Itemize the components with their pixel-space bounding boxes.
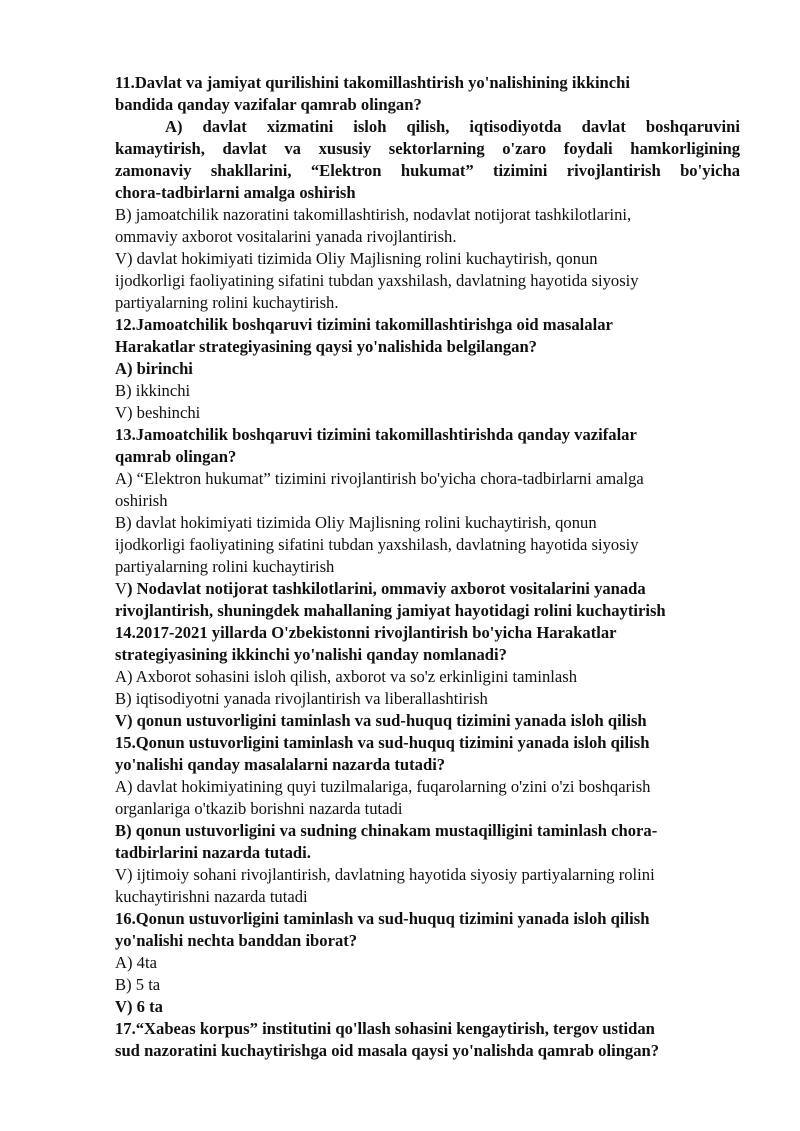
question-15-option-v (115, 864, 740, 908)
question-16-answer-v: V) 6 ta (115, 997, 163, 1016)
option-a-line-2: oshirish (115, 491, 168, 510)
answer-b-line-1: B) qonun ustuvorligini va sudning chinakam mustaqilligini taminlash chora- (115, 821, 658, 840)
question-11-title-line-1: 11.Davlat va jamiyat qurilishini takomillashtirish yo'nalishining ikkinchi (115, 73, 630, 92)
question-11 (115, 72, 740, 116)
question-15 (115, 732, 740, 776)
question-14-answer-v: V) qonun ustuvorligini taminlash va sud-huquq tizimini yanada isloh qilish (115, 711, 647, 730)
question-16-title-line-2: yo'nalishi nechta banddan iborat? (115, 931, 358, 950)
question-12-answer-a: A) birinchi (115, 359, 193, 378)
question-12-title-line-1: 12.Jamoatchilik boshqaruvi tizimini takomillashtirishga oid masalalar (115, 315, 613, 334)
question-16 (115, 908, 740, 952)
option-b-line-1: B) davlat hokimiyati tizimida Oliy Majlisning rolini kuchaytirish, qonun (115, 513, 597, 532)
question-12 (115, 314, 740, 358)
question-11-option-v (115, 248, 740, 314)
question-12-option-b: B) ikkinchi (115, 381, 191, 400)
question-17 (115, 1018, 740, 1062)
question-14-title-line-2: strategiyasining ikkinchi yo'nalishi qanday nomlanadi? (115, 645, 507, 664)
option-b-line-2: ijodkorligi faoliyatining sifatini tubdan yaxshilash, davlatning hayotida siyosiy (115, 535, 639, 554)
answer-a-line-2: kamaytirish, davlat va xususiy sektorlarning o'zaro foydali hamkorligining (115, 139, 740, 158)
question-13-option-a (115, 468, 740, 512)
option-v-line-1: V) davlat hokimiyati tizimida Oliy Majlisning rolini kuchaytirish, qonun (115, 249, 598, 268)
question-11-answer-a (115, 116, 740, 204)
answer-v-prefix: V (115, 579, 127, 598)
question-16-title-line-1: 16.Qonun ustuvorligini taminlash va sud-huquq tizimini yanada isloh qilish (115, 909, 650, 928)
option-b-line-2: ommaviy axborot vositalarini yanada rivojlantirish. (115, 227, 457, 246)
question-15-title-line-1: 15.Qonun ustuvorligini taminlash va sud-huquq tizimini yanada isloh qilish (115, 733, 650, 752)
answer-a-line-1: A) davlat xizmatini isloh qilish, iqtisodiyotda davlat boshqaruvini (165, 117, 740, 136)
question-14-option-a: A) Axborot sohasini isloh qilish, axborot va so'z erkinligini taminlash (115, 667, 578, 686)
option-a-line-1: A) davlat hokimiyatining quyi tuzilmalariga, fuqarolarning o'zini o'zi boshqarish (115, 777, 651, 796)
question-16-option-a: A) 4ta (115, 953, 157, 972)
answer-v-text: ) Nodavlat notijorat tashkilotlarini, ommaviy axborot vositalarini yanada (126, 579, 646, 598)
option-v-line-3: partiyalarning rolini kuchaytirish. (115, 293, 339, 312)
answer-v-line-2: rivojlantirish, shuningdek mahallaning jamiyat hayotidagi rolini kuchaytirish (115, 601, 666, 620)
question-15-option-a (115, 776, 740, 820)
option-a-line-2: organlariga o'tkazib borishni nazarda tutadi (115, 799, 403, 818)
question-15-title-line-2: yo'nalishi qanday masalalarni nazarda tutadi? (115, 755, 446, 774)
question-11-title-line-2: bandida qanday vazifalar qamrab olingan? (115, 95, 422, 114)
answer-b-line-2: tadbirlarini nazarda tutadi. (115, 843, 311, 862)
option-v-line-1: V) ijtimoiy sohani rivojlantirish, davlatning hayotida siyosiy partiyalarning rolini (115, 865, 655, 884)
answer-v-line-1 (115, 578, 740, 600)
question-14-option-b: B) iqtisodiyotni yanada rivojlantirish va liberallashtirish (115, 689, 488, 708)
answer-a-line-4: chora-tadbirlarni amalga oshirish (115, 183, 356, 202)
document-page (115, 72, 740, 1062)
question-17-title-line-2: sud nazoratini kuchaytirishga oid masala qaysi yo'nalishda qamrab olingan? (115, 1041, 660, 1060)
option-v-line-2: kuchaytirishni nazarda tutadi (115, 887, 308, 906)
question-16-option-b: B) 5 ta (115, 975, 161, 994)
question-14-title-line-1: 14.2017-2021 yillarda O'zbekistonni rivojlantirish bo'yicha Harakatlar (115, 623, 617, 642)
question-13-option-b (115, 512, 740, 578)
question-14 (115, 622, 740, 666)
question-11-option-b (115, 204, 740, 248)
option-v-line-2: ijodkorligi faoliyatining sifatini tubdan yaxshilash, davlatning hayotida siyosiy (115, 271, 639, 290)
option-a-line-1: A) “Elektron hukumat” tizimini rivojlantirish bo'yicha chora-tadbirlarni amalga (115, 469, 644, 488)
option-b-line-1: B) jamoatchilik nazoratini takomillashtirish, nodavlat notijorat tashkilotlarini, (115, 205, 632, 224)
question-17-title-line-1: 17.“Xabeas korpus” institutini qo'llash sohasini kengaytirish, tergov ustidan (115, 1019, 655, 1038)
question-12-option-v: V) beshinchi (115, 403, 201, 422)
question-13 (115, 424, 740, 468)
question-13-title-line-1: 13.Jamoatchilik boshqaruvi tizimini takomillashtirishda qanday vazifalar (115, 425, 637, 444)
question-13-title-line-2: qamrab olingan? (115, 447, 237, 466)
answer-a-line-3: zamonaviy shakllarini, “Elektron hukumat” tizimini rivojlantirish bo'yicha (115, 161, 740, 180)
question-13-answer-v (115, 578, 740, 622)
question-15-answer-b (115, 820, 740, 864)
question-12-title-line-2: Harakatlar strategiyasining qaysi yo'nalishida belgilangan? (115, 337, 537, 356)
option-b-line-3: partiyalarning rolini kuchaytirish (115, 557, 335, 576)
